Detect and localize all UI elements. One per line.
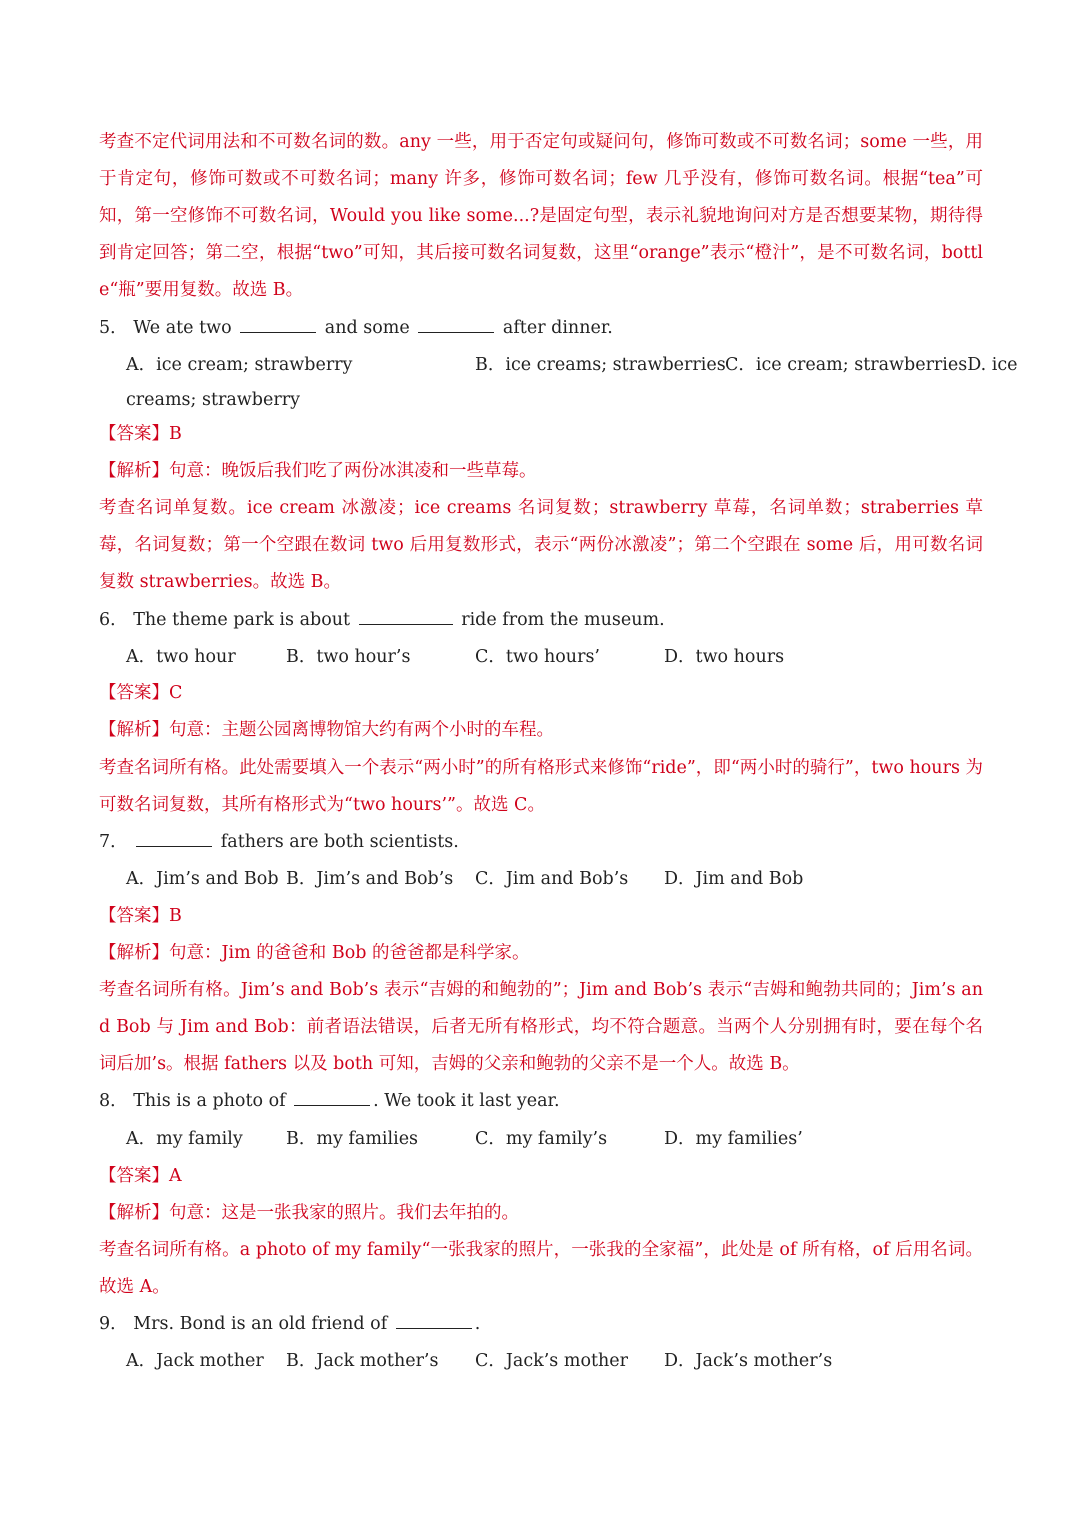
question-5-answer — [99, 416, 182, 453]
answer-value: C — [169, 683, 183, 703]
question-7-analysis: 考查名词所有格。Jim’s and Bob’s 表示“吉姆的和鲍勃的”；Jim and Bob’s 表示“吉姆和鲍勃共同的；Jim’s and Bob 与 Jim and Bob：前者语法错误，后者无所有格形式，均不符合题意。当两个人分别拥有时，要在每个名词后加’s。根据 fathers 以及 both 可知，吉姆的父亲和鲍勃的父亲不是一个人。故选 B。 — [99, 980, 983, 1074]
option-d: D．two hours — [664, 647, 785, 667]
answer-blank — [136, 830, 212, 847]
question-7-answer — [99, 898, 182, 935]
stem-part: We ate two — [133, 318, 232, 338]
option-b: B．Jack mother’s — [286, 1351, 439, 1371]
option-d: D．Jack’s mother’s — [664, 1351, 833, 1371]
stem-part: . — [474, 1314, 481, 1334]
meaning-text: 句意：这是一张我家的照片。我们去年拍的。 — [169, 1203, 519, 1223]
option-d: D．Jim and Bob — [664, 869, 804, 889]
option-c: C．my family’s — [475, 1129, 608, 1149]
question-number: 5． — [99, 318, 128, 338]
q4-analysis-text: 考查不定代词用法和不可数名词的数。any 一些，用于否定句或疑问句，修饰可数或不可数名词；some 一些，用于肯定句，修饰可数或不可数名词；many 许多，修饰可数名词；few 几乎没有，修饰可数名词。根据“tea”可知，第一空修饰不可数名词，Would you like some...?是固定句型，表示礼貌地询问对方是否想要某物，期待得到肯定回答；第二空，根据“two”可知，其后接可数名词复数，这里“orange”表示“橙汁”，是不可数名词，bottle“瓶”要用复数。故选 B。 — [99, 132, 983, 300]
explain-label: 【解析】 — [99, 720, 169, 740]
question-number: 7． — [99, 832, 128, 852]
question-5-stem — [99, 310, 613, 347]
question-8-meaning — [99, 1195, 519, 1232]
option-a: A．my family — [126, 1129, 243, 1149]
option-d: D．my families’ — [664, 1129, 803, 1149]
meaning-text: 句意：主题公园离博物馆大约有两个小时的车程。 — [169, 720, 554, 740]
stem-part: fathers are both scientists. — [220, 832, 459, 852]
answer-blank — [418, 316, 494, 333]
stem-part: Mrs. Bond is an old friend of — [133, 1314, 388, 1334]
option-c: C．Jim and Bob’s — [475, 869, 629, 889]
option-b: B．ice creams; strawberries — [475, 355, 726, 375]
stem-part: after dinner. — [502, 318, 613, 338]
explain-label: 【解析】 — [99, 943, 169, 963]
answer-value: B — [169, 906, 182, 926]
option-a: A．Jim’s and Bob — [126, 869, 279, 889]
question-number: 6． — [99, 610, 128, 630]
answer-blank — [396, 1312, 472, 1329]
question-6-answer — [99, 675, 182, 712]
question-number: 8． — [99, 1091, 128, 1111]
meaning-text: 句意：Jim 的爸爸和 Bob 的爸爸都是科学家。 — [169, 943, 530, 963]
answer-blank — [359, 608, 453, 625]
option-c: C．two hours’ — [475, 647, 600, 667]
question-8-stem — [99, 1083, 560, 1120]
question-5-meaning — [99, 453, 537, 490]
answer-value: A — [169, 1166, 182, 1186]
question-number: 9． — [99, 1314, 128, 1334]
question-6-meaning — [99, 712, 554, 749]
question-7-meaning — [99, 935, 530, 972]
answer-label: 【答案】 — [99, 906, 169, 926]
option-b: B．Jim’s and Bob’s — [286, 869, 454, 889]
stem-part: . We took it last year. — [373, 1091, 560, 1111]
answer-label: 【答案】 — [99, 683, 169, 703]
question-9-stem — [99, 1306, 480, 1343]
option-d-continued: creams; strawberry — [126, 390, 300, 410]
answer-label: 【答案】 — [99, 424, 169, 444]
stem-part: This is a photo of — [133, 1091, 286, 1111]
question-7-stem — [99, 824, 459, 861]
option-b: B．two hour’s — [286, 647, 411, 667]
stem-part: and some — [324, 318, 410, 338]
question-6-analysis: 考查名词所有格。此处需要填入一个表示“两小时”的所有格形式来修饰“ride”，即“两小时的骑行”，two hours 为可数名词复数，其所有格形式为“two hours’”。故选 C。 — [99, 758, 983, 815]
answer-blank — [294, 1089, 370, 1106]
question-8-analysis: 考查名词所有格。a photo of my family“一张我家的照片，一张我的全家福”，此处是 of 所有格，of 后用名词。故选 A。 — [99, 1240, 983, 1297]
option-a: A．Jack mother — [126, 1351, 264, 1371]
explain-label: 【解析】 — [99, 1203, 169, 1223]
meaning-text: 句意：晚饭后我们吃了两份冰淇凌和一些草莓。 — [169, 461, 537, 481]
stem-part: The theme park is about — [133, 610, 351, 630]
explain-label: 【解析】 — [99, 461, 169, 481]
answer-blank — [240, 316, 316, 333]
option-b: B．my families — [286, 1129, 419, 1149]
option-c: C．Jack’s mother — [475, 1351, 629, 1371]
answer-label: 【答案】 — [99, 1166, 169, 1186]
question-8-answer — [99, 1158, 182, 1195]
option-c: C．ice cream; strawberriesD. ice — [725, 355, 1018, 375]
question-6-stem — [99, 602, 665, 639]
stem-part: ride from the museum. — [461, 610, 665, 630]
option-a: A．two hour — [126, 647, 236, 667]
option-a: A．ice cream; strawberry — [126, 355, 353, 375]
question-5-analysis: 考查名词单复数。ice cream 冰激凌；ice creams 名词复数；strawberry 草莓，名词单数；straberries 草莓，名词复数；第一个空跟在数词 two 后用复数形式，表示“两份冰激凌”；第二个空跟在 some 后，用可数名词复数 strawberries。故选 B。 — [99, 498, 983, 592]
answer-value: B — [169, 424, 182, 444]
